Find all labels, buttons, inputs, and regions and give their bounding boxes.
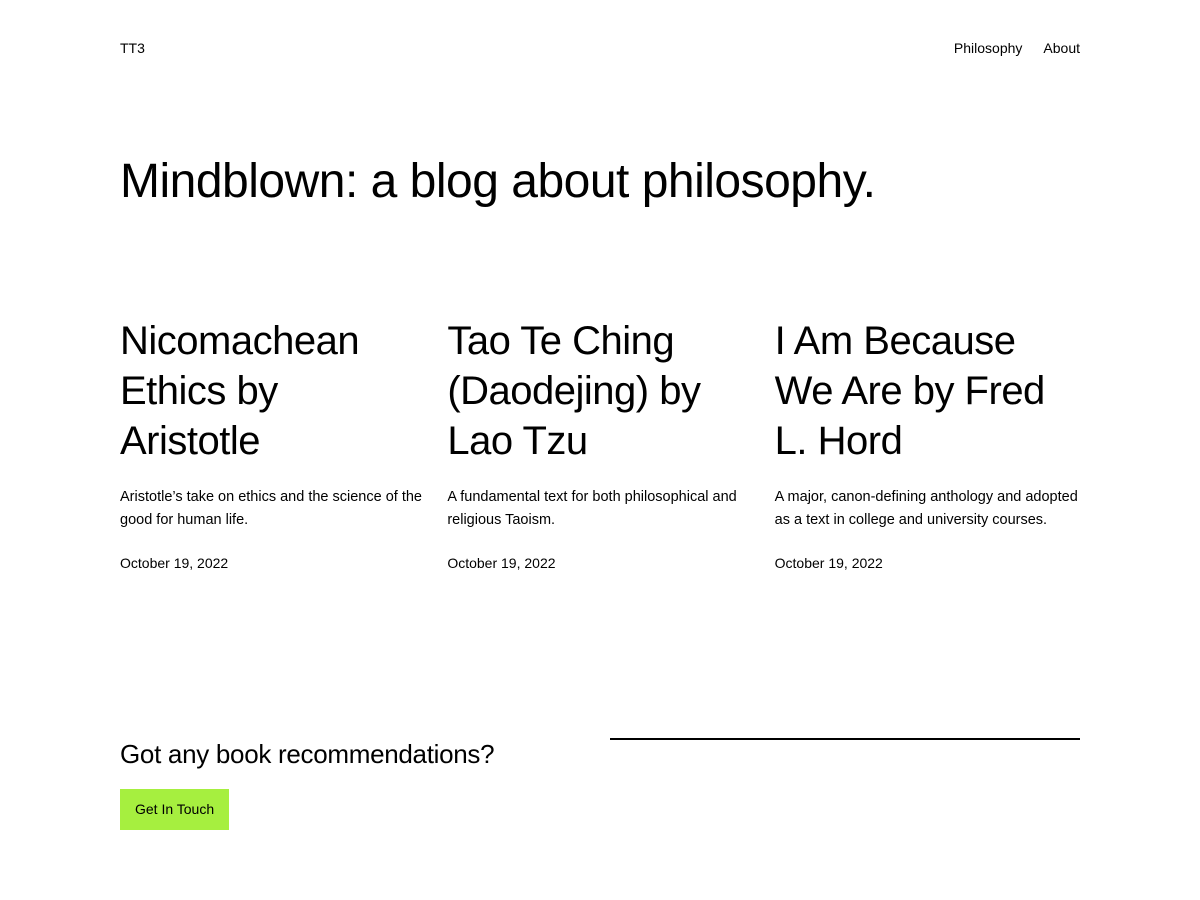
post-title-link[interactable]: Tao Te Ching (Daodejing) by Lao Tzu	[447, 319, 701, 463]
main-navigation	[954, 40, 1080, 56]
post-date: October 19, 2022	[774, 555, 883, 571]
post-title-link[interactable]: I Am Because We Are by Fred L. Hord	[774, 319, 1045, 463]
post-title-link[interactable]: Nicomachean Ethics by Aristotle	[120, 319, 360, 463]
post-card	[775, 316, 1080, 572]
site-header	[120, 0, 1080, 56]
site-title-link[interactable]: TT3	[120, 40, 145, 56]
page-title: Mindblown: a blog about philosophy.	[120, 155, 876, 208]
post-excerpt: Aristotle’s take on ethics and the science of the good for human life.	[120, 489, 422, 528]
nav-item-philosophy[interactable]: Philosophy	[953, 40, 1023, 56]
separator	[610, 738, 1080, 740]
get-in-touch-button[interactable]: Get In Touch	[120, 789, 229, 830]
post-card	[120, 316, 425, 572]
post-card	[447, 316, 752, 572]
cta-heading: Got any book recommendations?	[120, 739, 495, 769]
post-excerpt: A fundamental text for both philosophical and religious Taoism.	[447, 489, 737, 528]
hero-section	[120, 156, 1080, 208]
post-excerpt: A major, canon-defining anthology and adopted as a text in college and university courses.	[774, 489, 1078, 528]
posts-grid	[120, 316, 1080, 572]
post-date: October 19, 2022	[447, 555, 556, 571]
post-date: October 19, 2022	[120, 555, 229, 571]
cta-row	[120, 737, 1080, 771]
nav-item-about[interactable]: About	[1043, 40, 1080, 56]
cta-section	[120, 737, 1080, 830]
